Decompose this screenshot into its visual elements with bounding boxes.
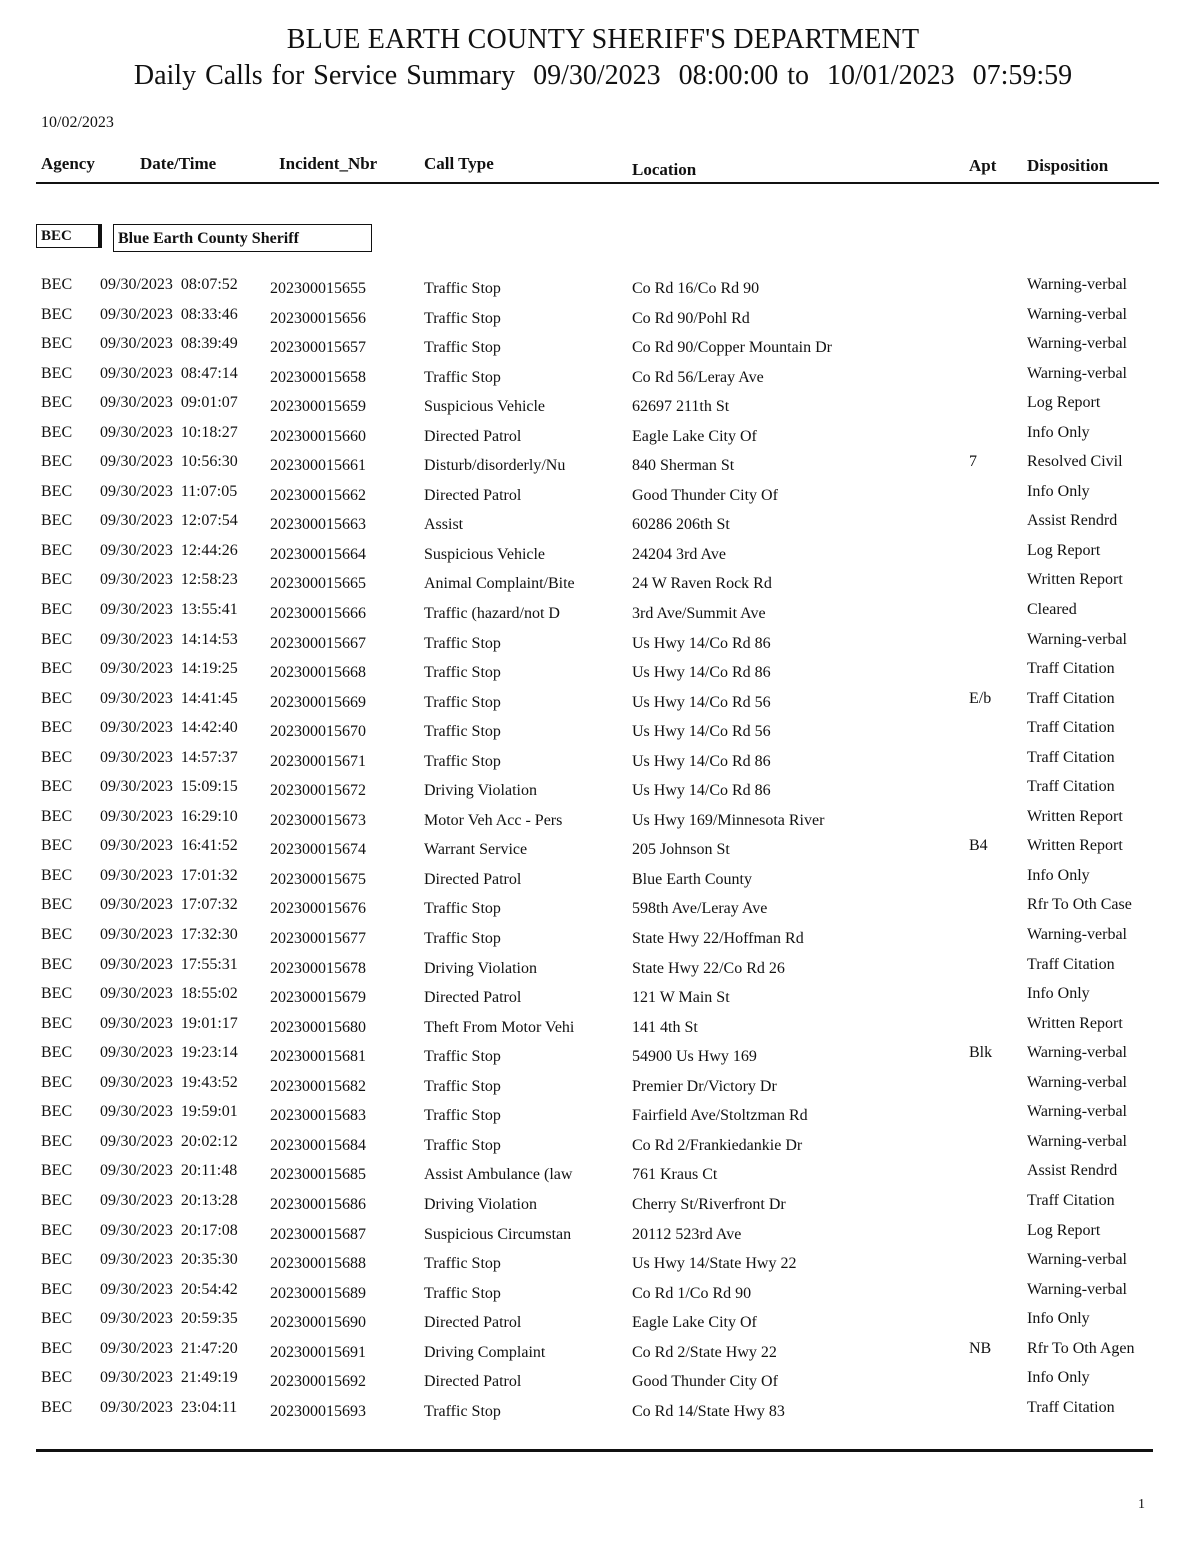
cell-datetime: 09/30/2023 14:57:37 bbox=[100, 748, 238, 766]
cell-location: Co Rd 56/Leray Ave bbox=[632, 368, 764, 386]
calls-table bbox=[0, 273, 1200, 1425]
cell-incident-number: 202300015667 bbox=[270, 634, 366, 652]
cell-agency: BEC bbox=[41, 1191, 73, 1209]
cell-datetime: 09/30/2023 12:07:54 bbox=[100, 512, 238, 530]
cell-location: 840 Sherman St bbox=[632, 457, 735, 475]
cell-incident-number: 202300015671 bbox=[270, 752, 366, 770]
cell-disposition: Warning-verbal bbox=[1027, 1251, 1127, 1269]
cell-agency: BEC bbox=[41, 423, 73, 441]
table-row bbox=[0, 1041, 1200, 1071]
cell-agency: BEC bbox=[41, 512, 73, 530]
cell-datetime: 09/30/2023 18:55:02 bbox=[100, 985, 238, 1003]
table-row bbox=[0, 1100, 1200, 1130]
table-row bbox=[0, 332, 1200, 362]
cell-datetime: 09/30/2023 19:59:01 bbox=[100, 1103, 238, 1121]
cell-agency: BEC bbox=[41, 896, 73, 914]
cell-call-type: Warrant Service bbox=[424, 841, 528, 859]
cell-agency: BEC bbox=[41, 394, 73, 412]
cell-call-type: Suspicious Circumstan bbox=[424, 1225, 572, 1243]
cell-call-type: Traffic Stop bbox=[424, 309, 501, 327]
table-row bbox=[0, 1071, 1200, 1101]
cell-datetime: 09/30/2023 20:11:48 bbox=[100, 1162, 238, 1180]
cell-disposition: Log Report bbox=[1027, 1221, 1101, 1239]
cell-incident-number: 202300015668 bbox=[270, 664, 366, 682]
cell-location: 62697 211th St bbox=[632, 398, 730, 416]
cell-incident-number: 202300015672 bbox=[270, 782, 366, 800]
cell-call-type: Traffic Stop bbox=[424, 1136, 501, 1154]
cell-agency: BEC bbox=[41, 1310, 73, 1328]
cell-incident-number: 202300015663 bbox=[270, 516, 366, 534]
column-header-incident: Incident_Nbr bbox=[279, 154, 378, 173]
cell-incident-number: 202300015675 bbox=[270, 870, 366, 888]
cell-agency: BEC bbox=[41, 364, 73, 382]
cell-location: Co Rd 2/Frankiedankie Dr bbox=[632, 1136, 803, 1154]
cell-disposition: Info Only bbox=[1027, 423, 1090, 441]
cell-call-type: Traffic Stop bbox=[424, 368, 501, 386]
cell-location: Good Thunder City Of bbox=[632, 1373, 778, 1391]
table-row bbox=[0, 273, 1200, 303]
table-row bbox=[0, 746, 1200, 776]
cell-agency: BEC bbox=[41, 305, 73, 323]
cell-disposition: Warning-verbal bbox=[1027, 305, 1127, 323]
cell-datetime: 09/30/2023 20:02:12 bbox=[100, 1132, 238, 1150]
cell-datetime: 09/30/2023 14:14:53 bbox=[100, 630, 238, 648]
cell-call-type: Directed Patrol bbox=[424, 989, 522, 1007]
cell-disposition: Rfr To Oth Agen bbox=[1027, 1339, 1135, 1357]
cell-call-type: Directed Patrol bbox=[424, 486, 522, 504]
cell-call-type: Suspicious Vehicle bbox=[424, 398, 546, 416]
cell-datetime: 09/30/2023 20:54:42 bbox=[100, 1280, 238, 1298]
cell-incident-number: 202300015680 bbox=[270, 1018, 366, 1036]
cell-disposition: Warning-verbal bbox=[1027, 276, 1127, 293]
cell-datetime: 09/30/2023 16:29:10 bbox=[100, 807, 238, 825]
table-row bbox=[0, 362, 1200, 392]
cell-disposition: Traff Citation bbox=[1027, 955, 1115, 973]
cell-agency: BEC bbox=[41, 660, 73, 678]
cell-agency: BEC bbox=[41, 1251, 73, 1269]
table-row bbox=[0, 834, 1200, 864]
cell-location: Cherry St/Riverfront Dr bbox=[632, 1195, 786, 1213]
print-date: 10/02/2023 bbox=[41, 114, 114, 131]
cell-incident-number: 202300015655 bbox=[270, 280, 366, 297]
cell-datetime: 09/30/2023 17:55:31 bbox=[100, 955, 238, 973]
column-header-apt: Apt bbox=[969, 156, 997, 175]
table-row bbox=[0, 480, 1200, 510]
cell-incident-number: 202300015678 bbox=[270, 959, 366, 977]
agency-group-name: Blue Earth County Sheriff bbox=[113, 224, 372, 252]
cell-agency: BEC bbox=[41, 1132, 73, 1150]
cell-disposition: Assist Rendrd bbox=[1027, 1162, 1118, 1180]
cell-apt: 7 bbox=[969, 453, 977, 471]
cell-disposition: Info Only bbox=[1027, 482, 1090, 500]
column-header-disposition: Disposition bbox=[1027, 156, 1109, 175]
cell-incident-number: 202300015690 bbox=[270, 1314, 366, 1332]
cell-agency: BEC bbox=[41, 1280, 73, 1298]
cell-disposition: Cleared bbox=[1027, 601, 1077, 619]
table-row bbox=[0, 1337, 1200, 1367]
cell-disposition: Traff Citation bbox=[1027, 1398, 1115, 1416]
cell-disposition: Written Report bbox=[1027, 837, 1123, 855]
cell-agency: BEC bbox=[41, 1162, 73, 1180]
table-row bbox=[0, 1278, 1200, 1308]
cell-call-type: Traffic Stop bbox=[424, 1107, 501, 1125]
cell-agency: BEC bbox=[41, 276, 73, 293]
cell-call-type: Traffic Stop bbox=[424, 1255, 501, 1273]
cell-agency: BEC bbox=[41, 689, 73, 707]
cell-datetime: 09/30/2023 20:59:35 bbox=[100, 1310, 238, 1328]
cell-location: 54900 Us Hwy 169 bbox=[632, 1048, 757, 1066]
cell-call-type: Traffic Stop bbox=[424, 1048, 501, 1066]
cell-disposition: Traff Citation bbox=[1027, 689, 1115, 707]
cell-incident-number: 202300015689 bbox=[270, 1284, 366, 1302]
cell-incident-number: 202300015661 bbox=[270, 457, 366, 475]
cell-disposition: Warning-verbal bbox=[1027, 1073, 1127, 1091]
cell-call-type: Traffic Stop bbox=[424, 339, 501, 357]
cell-datetime: 09/30/2023 19:23:14 bbox=[100, 1044, 238, 1062]
cell-datetime: 09/30/2023 15:09:15 bbox=[100, 778, 238, 796]
cell-incident-number: 202300015665 bbox=[270, 575, 366, 593]
table-row bbox=[0, 982, 1200, 1012]
cell-call-type: Directed Patrol bbox=[424, 427, 522, 445]
cell-call-type: Assist bbox=[424, 516, 464, 534]
cell-call-type: Directed Patrol bbox=[424, 1373, 522, 1391]
cell-location: Us Hwy 14/Co Rd 56 bbox=[632, 693, 771, 711]
cell-agency: BEC bbox=[41, 955, 73, 973]
cell-call-type: Disturb/disorderly/Nu bbox=[424, 457, 566, 475]
cell-agency: BEC bbox=[41, 482, 73, 500]
cell-datetime: 09/30/2023 17:32:30 bbox=[100, 926, 238, 944]
cell-disposition: Info Only bbox=[1027, 1310, 1090, 1328]
cell-datetime: 09/30/2023 12:44:26 bbox=[100, 541, 238, 559]
cell-incident-number: 202300015662 bbox=[270, 486, 366, 504]
table-row bbox=[0, 1189, 1200, 1219]
cell-location: Co Rd 16/Co Rd 90 bbox=[632, 280, 760, 297]
table-row bbox=[0, 893, 1200, 923]
cell-disposition: Warning-verbal bbox=[1027, 1132, 1127, 1150]
table-row bbox=[0, 953, 1200, 983]
cell-location: 24 W Raven Rock Rd bbox=[632, 575, 772, 593]
cell-agency: BEC bbox=[41, 926, 73, 944]
cell-agency: BEC bbox=[41, 541, 73, 559]
cell-location: Good Thunder City Of bbox=[632, 486, 778, 504]
cell-call-type: Directed Patrol bbox=[424, 870, 522, 888]
cell-agency: BEC bbox=[41, 748, 73, 766]
cell-incident-number: 202300015693 bbox=[270, 1402, 366, 1420]
cell-location: Us Hwy 14/Co Rd 86 bbox=[632, 664, 771, 682]
cell-call-type: Traffic Stop bbox=[424, 752, 501, 770]
cell-agency: BEC bbox=[41, 571, 73, 589]
cell-incident-number: 202300015691 bbox=[270, 1343, 366, 1361]
cell-incident-number: 202300015685 bbox=[270, 1166, 366, 1184]
cell-datetime: 09/30/2023 19:43:52 bbox=[100, 1073, 238, 1091]
table-row bbox=[0, 598, 1200, 628]
cell-datetime: 09/30/2023 14:19:25 bbox=[100, 660, 238, 678]
cell-agency: BEC bbox=[41, 601, 73, 619]
table-row bbox=[0, 864, 1200, 894]
cell-call-type: Suspicious Vehicle bbox=[424, 545, 546, 563]
cell-datetime: 09/30/2023 14:41:45 bbox=[100, 689, 238, 707]
cell-incident-number: 202300015670 bbox=[270, 723, 366, 741]
cell-agency: BEC bbox=[41, 1339, 73, 1357]
cell-datetime: 09/30/2023 14:42:40 bbox=[100, 719, 238, 737]
cell-datetime: 09/30/2023 23:04:11 bbox=[100, 1398, 238, 1416]
cell-location: Us Hwy 14/Co Rd 86 bbox=[632, 782, 771, 800]
cell-disposition: Log Report bbox=[1027, 394, 1101, 412]
cell-datetime: 09/30/2023 17:07:32 bbox=[100, 896, 238, 914]
cell-datetime: 09/30/2023 08:33:46 bbox=[100, 305, 238, 323]
cell-agency: BEC bbox=[41, 719, 73, 737]
cell-disposition: Traff Citation bbox=[1027, 719, 1115, 737]
table-row bbox=[0, 391, 1200, 421]
table-row bbox=[0, 687, 1200, 717]
cell-datetime: 09/30/2023 17:01:32 bbox=[100, 866, 238, 884]
cell-apt: Blk bbox=[969, 1044, 993, 1062]
cell-agency: BEC bbox=[41, 1369, 73, 1387]
table-row bbox=[0, 568, 1200, 598]
cell-disposition: Resolved Civil bbox=[1027, 453, 1123, 471]
cell-datetime: 09/30/2023 10:18:27 bbox=[100, 423, 238, 441]
cell-datetime: 09/30/2023 10:56:30 bbox=[100, 453, 238, 471]
column-header-datetime: Date/Time bbox=[140, 154, 217, 173]
cell-disposition: Warning-verbal bbox=[1027, 1044, 1127, 1062]
cell-call-type: Traffic Stop bbox=[424, 1284, 501, 1302]
cell-datetime: 09/30/2023 09:01:07 bbox=[100, 394, 238, 412]
cell-incident-number: 202300015656 bbox=[270, 309, 366, 327]
cell-agency: BEC bbox=[41, 630, 73, 648]
cell-call-type: Driving Complaint bbox=[424, 1343, 546, 1361]
cell-call-type: Traffic Stop bbox=[424, 930, 501, 948]
cell-incident-number: 202300015684 bbox=[270, 1136, 366, 1154]
cell-incident-number: 202300015657 bbox=[270, 339, 366, 357]
cell-location: 761 Kraus Ct bbox=[632, 1166, 718, 1184]
cell-disposition: Written Report bbox=[1027, 571, 1123, 589]
cell-datetime: 09/30/2023 11:07:05 bbox=[100, 482, 238, 500]
table-row bbox=[0, 1012, 1200, 1042]
cell-call-type: Traffic (hazard/not D bbox=[424, 605, 560, 623]
page-number: 1 bbox=[1138, 1497, 1145, 1512]
cell-disposition: Rfr To Oth Case bbox=[1027, 896, 1132, 914]
cell-location: Co Rd 90/Pohl Rd bbox=[632, 309, 750, 327]
cell-incident-number: 202300015664 bbox=[270, 545, 366, 563]
table-row bbox=[0, 1366, 1200, 1396]
table-row bbox=[0, 421, 1200, 451]
table-row bbox=[0, 1219, 1200, 1249]
cell-datetime: 09/30/2023 19:01:17 bbox=[100, 1014, 238, 1032]
cell-incident-number: 202300015673 bbox=[270, 811, 366, 829]
cell-call-type: Traffic Stop bbox=[424, 1077, 501, 1095]
cell-location: Us Hwy 169/Minnesota River bbox=[632, 811, 825, 829]
cell-call-type: Theft From Motor Vehi bbox=[424, 1018, 575, 1036]
cell-call-type: Motor Veh Acc - Pers bbox=[424, 811, 563, 829]
agency-group-code: BEC bbox=[36, 224, 102, 248]
cell-location: 141 4th St bbox=[632, 1018, 698, 1036]
cell-location: State Hwy 22/Co Rd 26 bbox=[632, 959, 785, 977]
cell-incident-number: 202300015677 bbox=[270, 930, 366, 948]
cell-call-type: Directed Patrol bbox=[424, 1314, 522, 1332]
cell-location: 121 W Main St bbox=[632, 989, 730, 1007]
cell-agency: BEC bbox=[41, 335, 73, 353]
cell-incident-number: 202300015659 bbox=[270, 398, 366, 416]
cell-location: 598th Ave/Leray Ave bbox=[632, 900, 768, 918]
cell-disposition: Warning-verbal bbox=[1027, 1280, 1127, 1298]
cell-call-type: Traffic Stop bbox=[424, 280, 501, 297]
cell-agency: BEC bbox=[41, 453, 73, 471]
report-subtitle: Daily Calls for Service Summary 09/30/2023 08:00:00 to 10/01/2023 07:59:59 bbox=[133, 60, 1073, 91]
column-header-call-type: Call Type bbox=[424, 154, 494, 173]
cell-datetime: 09/30/2023 16:41:52 bbox=[100, 837, 238, 855]
report-title: BLUE EARTH COUNTY SHERIFF'S DEPARTMENT bbox=[286, 24, 920, 55]
table-row bbox=[0, 1307, 1200, 1337]
cell-agency: BEC bbox=[41, 1044, 73, 1062]
table-row bbox=[0, 628, 1200, 658]
cell-agency: BEC bbox=[41, 1073, 73, 1091]
cell-datetime: 09/30/2023 20:13:28 bbox=[100, 1191, 238, 1209]
cell-call-type: Driving Violation bbox=[424, 1195, 537, 1213]
cell-datetime: 09/30/2023 08:39:49 bbox=[100, 335, 238, 353]
cell-disposition: Warning-verbal bbox=[1027, 364, 1127, 382]
cell-incident-number: 202300015692 bbox=[270, 1373, 366, 1391]
cell-location: 20112 523rd Ave bbox=[632, 1225, 742, 1243]
table-row bbox=[0, 923, 1200, 953]
cell-location: Us Hwy 14/Co Rd 56 bbox=[632, 723, 771, 741]
cell-location: 205 Johnson St bbox=[632, 841, 730, 859]
cell-disposition: Traff Citation bbox=[1027, 1191, 1115, 1209]
cell-apt: E/b bbox=[969, 689, 992, 707]
cell-datetime: 09/30/2023 21:49:19 bbox=[100, 1369, 238, 1387]
cell-location: Co Rd 1/Co Rd 90 bbox=[632, 1284, 752, 1302]
table-row bbox=[0, 716, 1200, 746]
table-row bbox=[0, 450, 1200, 480]
header-divider bbox=[36, 182, 1159, 184]
cell-location: Eagle Lake City Of bbox=[632, 1314, 757, 1332]
cell-disposition: Written Report bbox=[1027, 807, 1123, 825]
cell-call-type: Driving Violation bbox=[424, 959, 537, 977]
cell-datetime: 09/30/2023 13:55:41 bbox=[100, 601, 238, 619]
cell-location: Fairfield Ave/Stoltzman Rd bbox=[632, 1107, 808, 1125]
cell-disposition: Warning-verbal bbox=[1027, 926, 1127, 944]
cell-agency: BEC bbox=[41, 1398, 73, 1416]
cell-disposition: Info Only bbox=[1027, 985, 1090, 1003]
cell-location: Us Hwy 14/Co Rd 86 bbox=[632, 634, 771, 652]
cell-agency: BEC bbox=[41, 837, 73, 855]
cell-location: State Hwy 22/Hoffman Rd bbox=[632, 930, 804, 948]
footer-divider bbox=[36, 1449, 1153, 1452]
cell-disposition: Info Only bbox=[1027, 866, 1090, 884]
cell-agency: BEC bbox=[41, 985, 73, 1003]
table-row bbox=[0, 1396, 1200, 1426]
cell-incident-number: 202300015686 bbox=[270, 1195, 366, 1213]
cell-call-type: Traffic Stop bbox=[424, 634, 501, 652]
cell-incident-number: 202300015669 bbox=[270, 693, 366, 711]
cell-datetime: 09/30/2023 12:58:23 bbox=[100, 571, 238, 589]
cell-location: 24204 3rd Ave bbox=[632, 545, 726, 563]
table-row bbox=[0, 775, 1200, 805]
cell-incident-number: 202300015679 bbox=[270, 989, 366, 1007]
cell-disposition: Warning-verbal bbox=[1027, 1103, 1127, 1121]
cell-apt: B4 bbox=[969, 837, 988, 855]
table-row bbox=[0, 805, 1200, 835]
cell-call-type: Traffic Stop bbox=[424, 1402, 501, 1420]
cell-incident-number: 202300015676 bbox=[270, 900, 366, 918]
cell-incident-number: 202300015682 bbox=[270, 1077, 366, 1095]
cell-disposition: Warning-verbal bbox=[1027, 335, 1127, 353]
cell-datetime: 09/30/2023 20:17:08 bbox=[100, 1221, 238, 1239]
table-row bbox=[0, 303, 1200, 333]
cell-disposition: Assist Rendrd bbox=[1027, 512, 1118, 530]
cell-call-type: Traffic Stop bbox=[424, 723, 501, 741]
table-row bbox=[0, 1248, 1200, 1278]
cell-disposition: Warning-verbal bbox=[1027, 630, 1127, 648]
column-header-location: Location bbox=[632, 160, 697, 179]
cell-call-type: Traffic Stop bbox=[424, 900, 501, 918]
cell-disposition: Written Report bbox=[1027, 1014, 1123, 1032]
table-row bbox=[0, 1159, 1200, 1189]
cell-disposition: Traff Citation bbox=[1027, 778, 1115, 796]
cell-agency: BEC bbox=[41, 1014, 73, 1032]
cell-location: Us Hwy 14/Co Rd 86 bbox=[632, 752, 771, 770]
cell-call-type: Animal Complaint/Bite bbox=[424, 575, 575, 593]
cell-incident-number: 202300015687 bbox=[270, 1225, 366, 1243]
cell-datetime: 09/30/2023 08:07:52 bbox=[100, 276, 238, 293]
cell-location: Eagle Lake City Of bbox=[632, 427, 757, 445]
table-row bbox=[0, 1130, 1200, 1160]
cell-incident-number: 202300015658 bbox=[270, 368, 366, 386]
cell-disposition: Info Only bbox=[1027, 1369, 1090, 1387]
cell-disposition: Traff Citation bbox=[1027, 660, 1115, 678]
cell-datetime: 09/30/2023 21:47:20 bbox=[100, 1339, 238, 1357]
cell-location: 60286 206th St bbox=[632, 516, 730, 534]
cell-call-type: Driving Violation bbox=[424, 782, 537, 800]
cell-incident-number: 202300015688 bbox=[270, 1255, 366, 1273]
cell-agency: BEC bbox=[41, 1103, 73, 1121]
cell-location: Premier Dr/Victory Dr bbox=[632, 1077, 777, 1095]
cell-location: Us Hwy 14/State Hwy 22 bbox=[632, 1255, 797, 1273]
table-row bbox=[0, 657, 1200, 687]
cell-location: Co Rd 2/State Hwy 22 bbox=[632, 1343, 777, 1361]
cell-disposition: Log Report bbox=[1027, 541, 1101, 559]
cell-apt: NB bbox=[969, 1339, 992, 1357]
cell-incident-number: 202300015666 bbox=[270, 605, 366, 623]
cell-call-type: Assist Ambulance (law bbox=[424, 1166, 573, 1184]
cell-agency: BEC bbox=[41, 778, 73, 796]
cell-location: Co Rd 14/State Hwy 83 bbox=[632, 1402, 785, 1420]
table-row bbox=[0, 509, 1200, 539]
cell-incident-number: 202300015683 bbox=[270, 1107, 366, 1125]
cell-agency: BEC bbox=[41, 807, 73, 825]
cell-call-type: Traffic Stop bbox=[424, 693, 501, 711]
cell-incident-number: 202300015674 bbox=[270, 841, 366, 859]
cell-location: 3rd Ave/Summit Ave bbox=[632, 605, 766, 623]
cell-datetime: 09/30/2023 08:47:14 bbox=[100, 364, 238, 382]
column-header-agency: Agency bbox=[41, 154, 95, 173]
cell-incident-number: 202300015660 bbox=[270, 427, 366, 445]
cell-disposition: Traff Citation bbox=[1027, 748, 1115, 766]
cell-agency: BEC bbox=[41, 866, 73, 884]
cell-incident-number: 202300015681 bbox=[270, 1048, 366, 1066]
table-row bbox=[0, 539, 1200, 569]
cell-location: Blue Earth County bbox=[632, 870, 752, 888]
cell-location: Co Rd 90/Copper Mountain Dr bbox=[632, 339, 832, 357]
cell-agency: BEC bbox=[41, 1221, 73, 1239]
cell-datetime: 09/30/2023 20:35:30 bbox=[100, 1251, 238, 1269]
cell-call-type: Traffic Stop bbox=[424, 664, 501, 682]
